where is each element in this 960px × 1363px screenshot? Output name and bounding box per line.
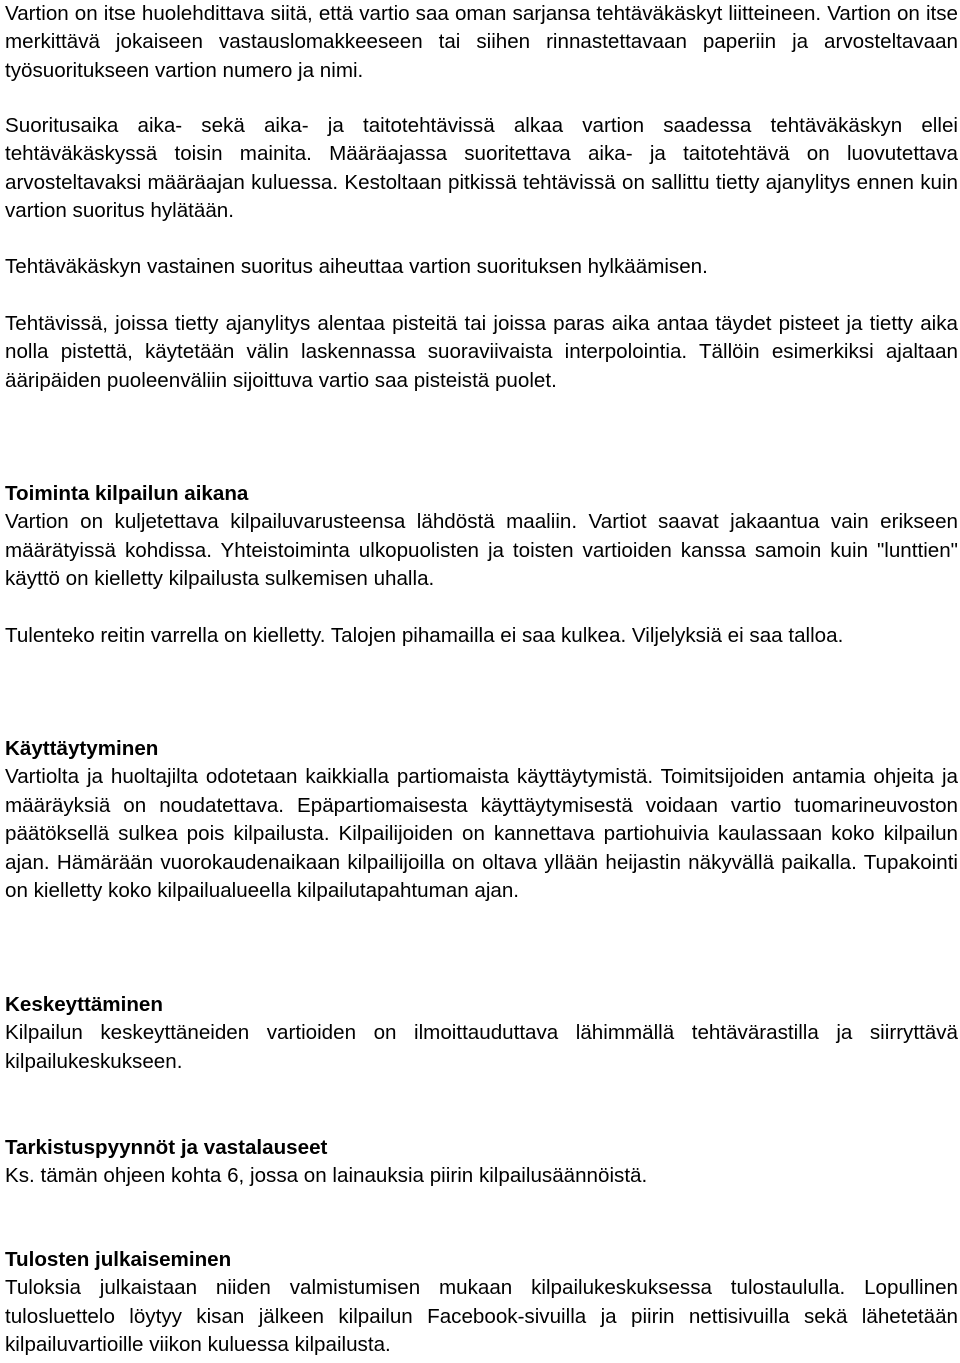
section-toiminta [5, 480, 958, 594]
section-heading: Tarkistuspyynnöt ja vastalauseet [5, 1136, 328, 1159]
section-heading: Käyttäytyminen [5, 737, 159, 760]
section-heading: Keskeyttäminen [5, 993, 163, 1016]
paragraph-interpolation: Tehtävissä, joissa tietty ajanylitys alentaa pisteitä tai joissa paras aika antaa täydet pisteet ja tietty aika nolla pistettä, käytetään välin laskennassa suoraviivaista interpolointia. Tällöin esimerkiksi ajaltaan ääripäiden puoleenväliin sijoittuva vartio saa pisteistä puolet. [5, 312, 958, 392]
section-keskeyttaminen [5, 991, 958, 1076]
section-paragraph: Ks. tämän ohjeen kohta 6, jossa on lainauksia piirin kilpailusäännöistä. [5, 1164, 648, 1188]
section-kayttaytyminen [5, 735, 958, 905]
section-paragraph: Kilpailun keskeyttäneiden vartioiden on ilmoittauduttava lähimmällä tehtävärastilla ja siirryttävä kilpailukeskukseen. [5, 1021, 958, 1073]
section-paragraph: Vartion on kuljetettava kilpailuvarusteensa lähdöstä maaliin. Vartiot saavat jakaantua vain erikseen määrätyissä kohdissa. Yhteistoiminta ulkopuolisten ja toisten vartioiden kanssa samoin kuin "lunttien" käyttö on kielletty kilpailusta sulkemisen uhalla. [5, 510, 958, 591]
paragraph-fire-and-yards: Tulenteko reitin varrella on kielletty. Talojen pihamailla ei saa kulkea. Viljelyksiä ei saa talloa. [5, 624, 844, 647]
paragraph-disqualification: Tehtäväkäskyn vastainen suoritus aiheuttaa vartion suorituksen hylkäämisen. [5, 255, 708, 278]
paragraph-time-limits: Suoritusaika aika- sekä aika- ja taitotehtävissä alkaa vartion saadessa tehtäväkäskyn ellei tehtäväkäskyssä toisin mainita. Määräajassa suoritettava aika- ja taitotehtävä on luovutettava arvosteltavaksi määräajan kuluessa. Kestoltaan pitkissä tehtävissä on sallittu tietty ajanylitys ennen kuin vartion suoritus hylätään. [5, 114, 958, 223]
section-heading: Toiminta kilpailun aikana [5, 482, 249, 505]
section-heading: Tulosten julkaiseminen [5, 1248, 232, 1271]
section-tarkistuspyynnot [5, 1134, 958, 1191]
paragraph-team-responsibility: Vartion on itse huolehdittava siitä, että vartio saa oman sarjansa tehtäväkäskyt liitteineen. Vartion on itse merkittävä jokaiseen vastauslomakkeeseen tai siihen rinnastettavaan paperiin ja arvosteltavaan työsuoritukseen vartion numero ja nimi. [5, 2, 958, 82]
section-paragraph: Tuloksia julkaistaan niiden valmistumisen mukaan kilpailukeskuksessa tulostaululla. Lopullinen tulosluettelo löytyy kisan jälkeen kilpailun Facebook-sivuilla ja piirin nettisivuilla sekä lähetetään kilpailuvartioille viikon kuluessa kilpailusta. [5, 1276, 958, 1357]
section-tulosten-julkaiseminen [5, 1246, 958, 1360]
section-paragraph: Vartiolta ja huoltajilta odotetaan kaikkialla partiomaista käyttäytymistä. Toimitsijoiden antamia ohjeita ja määräyksiä on noudatettava. Epäpartiomaisesta käyttäytymisestä voidaan vartio tuomarineuvoston päätöksellä sulkea pois kilpailusta. Kilpailijoiden on kannettava partiohuivia kaulassaan koko kilpailun ajan. Hämärään vuorokaudenaikaan kilpailijoilla on oltava yllään heijastin näkyvällä paikalla. Tupakointi on kielletty koko kilpailualueella kilpailutapahtuman ajan. [5, 765, 958, 903]
